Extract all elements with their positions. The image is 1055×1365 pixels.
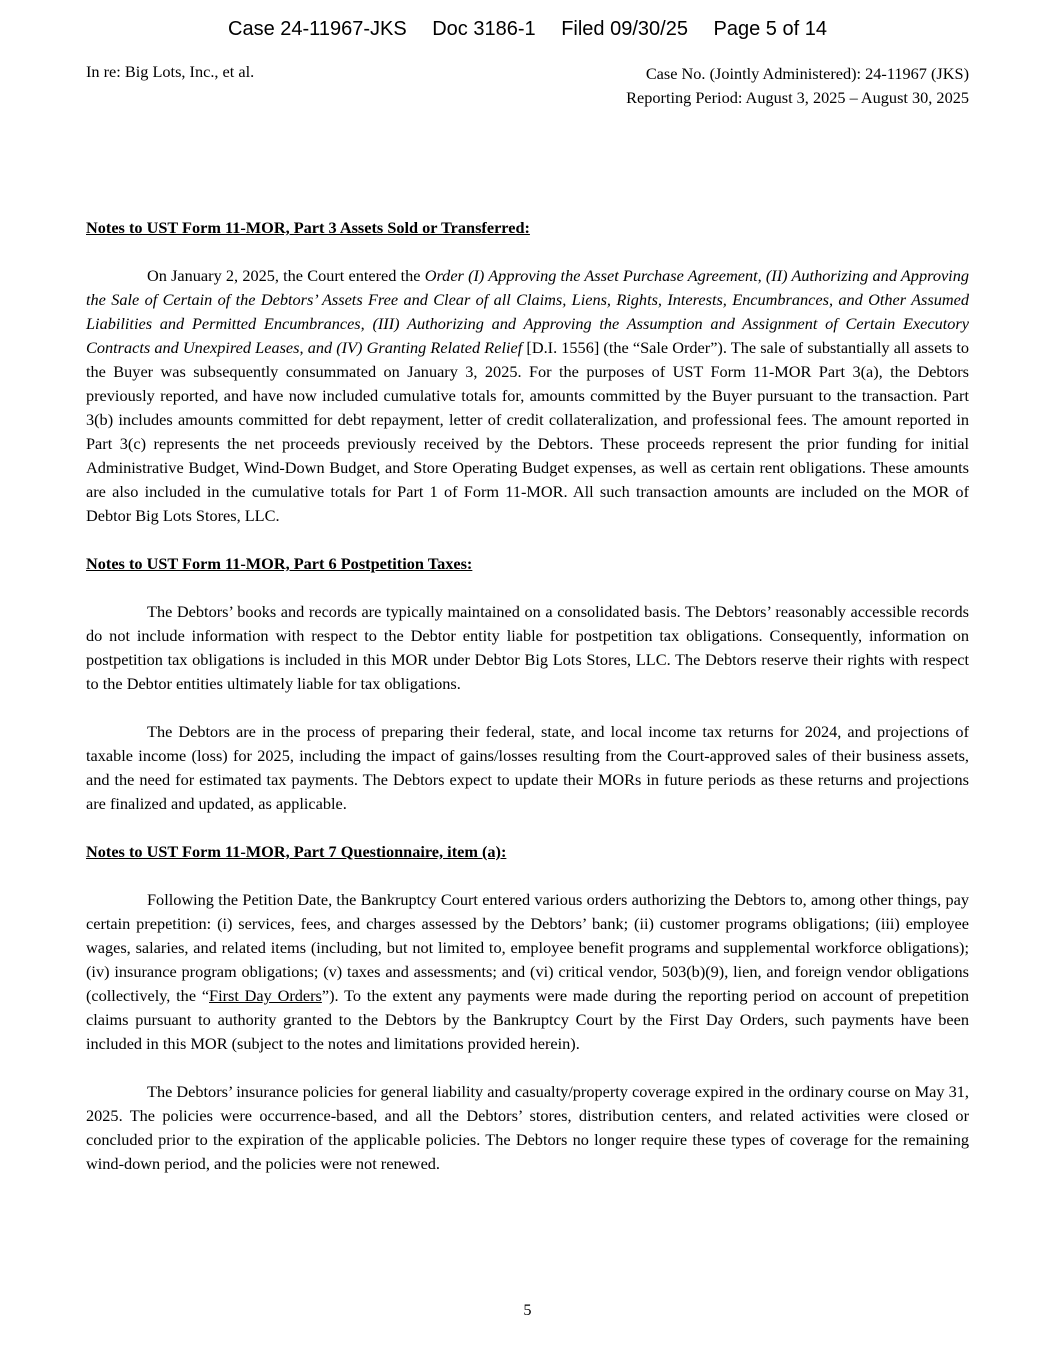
case-number-stamp: Case 24-11967-JKS xyxy=(228,18,407,40)
reporting-period: Reporting Period: August 3, 2025 – August 30, 2025 xyxy=(626,88,969,107)
section-heading-part7: Notes to UST Form 11-MOR, Part 7 Questionnaire, item (a): xyxy=(86,842,507,861)
document-body xyxy=(86,216,969,1200)
text-run: [D.I. 1556] (the “Sale Order”). The sale of substantially all assets to the Buyer was subsequently consummated on January 3, 2025. For the purposes of UST Form 11-MOR Part 3(a), the Debtors previously reported, and have now included cumulative totals for, amounts committed by the Buyer pursuant to the transaction. Part 3(b) includes amounts committed for debt repayment, letter of credit collateralization, and professional fees. The amount reported in Part 3(c) represents the net proceeds previously received by the Debtors. These proceeds represent the prior funding for initial Administrative Budget, Wind-Down Budget, and Store Operating Budget expenses, as well as certain rent obligations. These amounts are also included in the cumulative totals for Part 1 of Form 11-MOR. All such transaction amounts are included on the MOR of Debtor Big Lots Stores, LLC. xyxy=(86,338,969,525)
page-number: 5 xyxy=(523,1300,532,1319)
text-run: ”). To the extent any payments were made during the reporting period on account of prepetition claims pursuant to authority granted to the Debtors by the Bankruptcy Court by the First Day Orders, such payments have been included in this MOR (subject to the notes and limitations provided herein). xyxy=(86,986,969,1053)
order-title: Order (I) Approving the Asset Purchase Agreement, (II) Authorizing and Approving the Sale of Certain of the Debtors’ Assets Free and Clear of all Claims, Liens, Rights, Interests, Encumbrances, and Other Assumed Liabilities and Permitted Encumbrances, (III) Authorizing and Approving the Assumption and Assignment of Certain Executory Contracts and Unexpired Leases, and (IV) Granting Related Relief xyxy=(86,266,969,357)
paragraph-insurance-policies: The Debtors’ insurance policies for general liability and casualty/property coverage expired in the ordinary course on May 31, 2025. The policies were occurrence-based, and all the Debtors’ stores, distribution centers, and related activities were closed or concluded prior to the expiration of the applicable policies. The Debtors no longer require these types of coverage for the remaining wind-down period, and the policies were not renewed. xyxy=(86,1082,969,1173)
text-run: Following the Petition Date, the Bankruptcy Court entered various orders authorizing the Debtors to, among other things, pay certain prepetition: (i) services, fees, and charges assessed by the Debtors’ bank; (ii) customer programs obligations; (iii) employee wages, salaries, and related items (including, but not limited to, employee benefit programs and supplemental workforce obligations); (iv) insurance program obligations; (v) taxes and assessments; and (vi) critical vendor, 503(b)(9), lien, and foreign vendor obligations (collectively, the “ xyxy=(86,890,969,1005)
paragraph-sale-order xyxy=(86,264,969,528)
paragraph-first-day-orders xyxy=(86,888,969,1056)
section-heading-part3: Notes to UST Form 11-MOR, Part 3 Assets Sold or Transferred: xyxy=(86,218,530,237)
court-filing-stamp xyxy=(0,18,1055,41)
defined-term: First Day Orders xyxy=(209,986,322,1005)
paragraph-consolidated-records: The Debtors’ books and records are typically maintained on a consolidated basis. The Debtors’ reasonably accessible records do not include information with respect to the Debtor entity liable for postpetition tax obligations. Consequently, information on postpetition tax obligations is included in this MOR under Debtor Big Lots Stores, LLC. The Debtors reserve their rights with respect to the Debtor entities ultimately liable for tax obligations. xyxy=(86,602,969,693)
text-run: On January 2, 2025, the Court entered the xyxy=(147,266,425,285)
filed-date-stamp: Filed 09/30/25 xyxy=(561,18,688,40)
paragraph-tax-returns: The Debtors are in the process of preparing their federal, state, and local income tax returns for 2024, and projections of taxable income (loss) for 2025, including the impact of gains/losses resulting from the Court-approved sales of their business assets, and the need for estimated tax payments. The Debtors expect to update their MORs in future periods as these returns and projections are finalized and updated, as applicable. xyxy=(86,722,969,813)
case-number: Case No. (Jointly Administered): 24-11967 (JKS) xyxy=(645,64,969,83)
section-heading-part6: Notes to UST Form 11-MOR, Part 6 Postpetition Taxes: xyxy=(86,554,473,573)
case-info xyxy=(626,62,969,110)
case-caption: In re: Big Lots, Inc., et al. xyxy=(86,62,255,81)
doc-number-stamp: Doc 3186-1 xyxy=(432,18,536,40)
page-count-stamp: Page 5 of 14 xyxy=(713,18,827,40)
